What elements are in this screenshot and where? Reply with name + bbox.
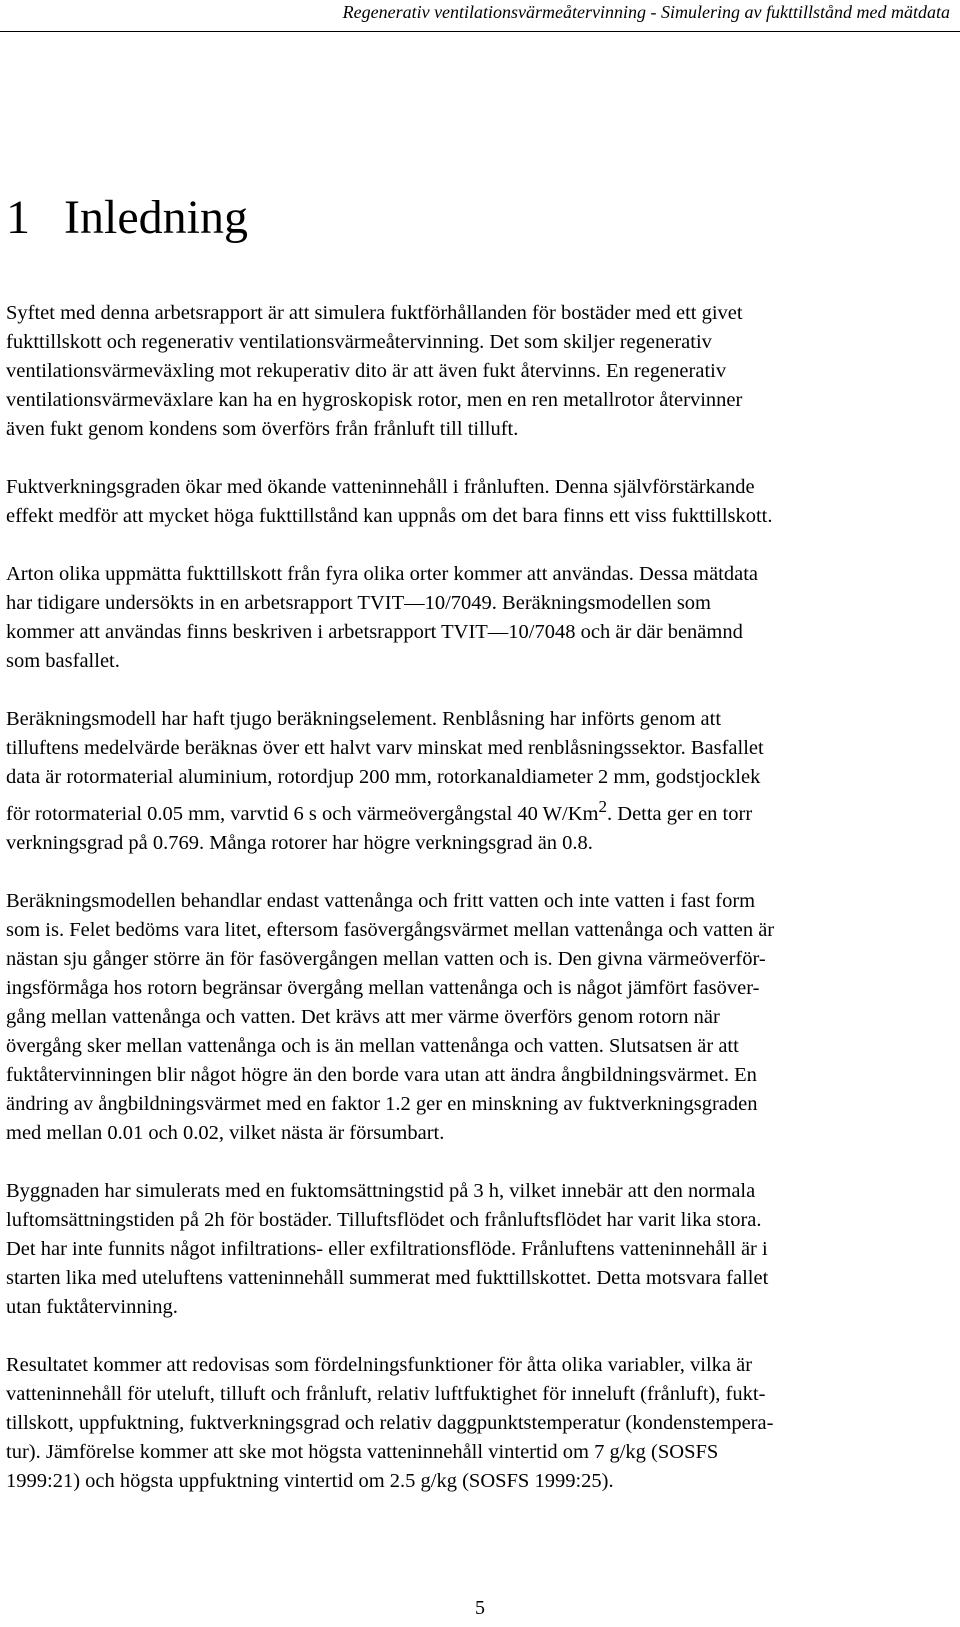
chapter-title: Inledning [64,191,248,244]
running-header: Regenerativ ventilationsvärmeåtervinning - Simulering av fukttillstånd med mätdata [342,2,950,22]
text-line: luftomsättningstiden på 2h för bostäder. Tilluftsflödet och frånluftsflödet har varit lika stora. [6,1208,762,1231]
text-line: ingsförmåga hos rotorn begränsar övergång mellan vattenånga och is något jämfört fasöver- [6,976,760,999]
text-line: Beräkningsmodell har haft tjugo beräkningselement. Renblåsning har införts genom att [6,708,722,730]
text-line: utan fuktåtervinning. [6,1295,178,1318]
text-line: fuktåtervinningen blir något högre än den borde vara utan att ändra ångbildningsvärmet. En [6,1063,757,1086]
text-line: effekt medför att mycket höga fukttillstånd kan uppnås om det bara finns ett viss fukttillskott. [6,505,773,527]
text-line: Arton olika uppmätta fukttillskott från fyra olika orter kommer att användas. Dessa mätdata [6,563,759,585]
text-line: Fuktverkningsgraden ökar med ökande vatteninnehåll i frånluften. Denna självförstärkande [6,476,755,498]
paragraph-model [6,705,950,858]
paragraph-measurements [6,560,950,676]
text-fragment: för rotormaterial 0.05 mm, varvtid 6 s och värmeövergångstal 40 W/Km [6,802,599,825]
text-line: verkningsgrad på 0.769. Många rotorer har högre verkningsgrad än 0.8. [6,831,593,854]
text-line: som basfallet. [6,650,120,672]
superscript: 2 [598,797,608,816]
text-line: data är rotormaterial aluminium, rotordjup 200 mm, rotorkanaldiameter 2 mm, godstjocklek [6,766,761,788]
text-line: 1999:21) och högsta uppfuktning vintertid om 2.5 g/kg (SOSFS 1999:25). [6,1469,614,1492]
text-line: ändring av ångbildningsvärmet med en faktor 1.2 ger en minskning av fuktverkningsgraden [6,1092,758,1115]
text-line: Byggnaden har simulerats med en fuktomsättningstid på 3 h, vilket innebär att den normala [6,1179,756,1202]
text-line: med mellan 0.01 och 0.02, vilket nästa är försumbart. [6,1121,445,1144]
body-text [6,299,950,1525]
paragraph-phase-change [6,887,950,1148]
text-line: Resultatet kommer att redovisas som fördelningsfunktioner för åtta olika variabler, vilka är [6,1353,753,1376]
text-line: övergång sker mellan vattenånga och is än mellan vattenånga och vatten. Slutsatsen är att [6,1034,739,1057]
text-line: har tidigare undersökts in en arbetsrapport TVIT—10/7049. Beräkningsmodellen som [6,592,712,614]
paragraph-efficiency [6,473,950,531]
header-rule [0,31,960,32]
text-line: som is. Felet bedöms vara litet, eftersom fasövergångsvärmet mellan vattenånga och vatten är [6,918,775,941]
chapter-number: 1 [6,191,30,244]
text-line: tillskott, uppfuktning, fuktverkningsgrad och relativ daggpunktstemperatur (kondenstempera- [6,1411,774,1434]
text-line: kommer att användas finns beskriven i arbetsrapport TVIT—10/7048 och är där benämnd [6,621,743,643]
text-line: Beräkningsmodellen behandlar endast vattenånga och fritt vatten och inte vatten i fast form [6,889,756,912]
text-line: ventilationsvärmeväxling mot rekuperativ dito är att även fukt återvinns. En regenerativ [6,360,727,382]
paragraph-building [6,1177,950,1322]
text-line: starten lika med uteluftens vatteninnehåll summerat med fukttillskottet. Detta motsvara fallet [6,1266,769,1289]
text-line: fukttillskott och regenerativ ventilationsvärmeåtervinning. Det som skiljer regenerativ [6,331,712,353]
page-number: 5 [475,1597,485,1619]
text-line: nästan sju gånger större än för fasövergången mellan vatten och is. Den givna värmeöverför- [6,947,766,970]
text-line: tilluftens medelvärde beräknas över ett halvt varv minskat med renblåsningssektor. Basfallet [6,737,764,759]
text-line: Syftet med denna arbetsrapport är att simulera fuktförhållanden för bostäder med ett givet [6,302,743,324]
paragraph-purpose [6,299,950,444]
text-line [6,792,950,829]
text-line: vatteninnehåll för uteluft, tilluft och frånluft, relativ luftfuktighet för inneluft (frånluft), fukt- [6,1382,766,1405]
chapter-heading [6,190,248,246]
text-line: gång mellan vattenånga och vatten. Det krävs att mer värme överförs genom rotorn när [6,1005,720,1028]
text-fragment: . Detta ger en torr [607,802,753,825]
text-line: även fukt genom kondens som överförs från frånluft till tilluft. [6,418,519,440]
text-line: ventilationsvärmeväxlare kan ha en hygroskopisk rotor, men en ren metallrotor återvinner [6,389,743,411]
text-line: tur). Jämförelse kommer att ske mot högsta vatteninnehåll vintertid om 7 g/kg (SOSFS [6,1440,719,1463]
text-line: Det har inte funnits något infiltrations- eller exfiltrationsflöde. Frånluftens vatteninnehåll är i [6,1237,768,1260]
paragraph-results [6,1351,950,1496]
